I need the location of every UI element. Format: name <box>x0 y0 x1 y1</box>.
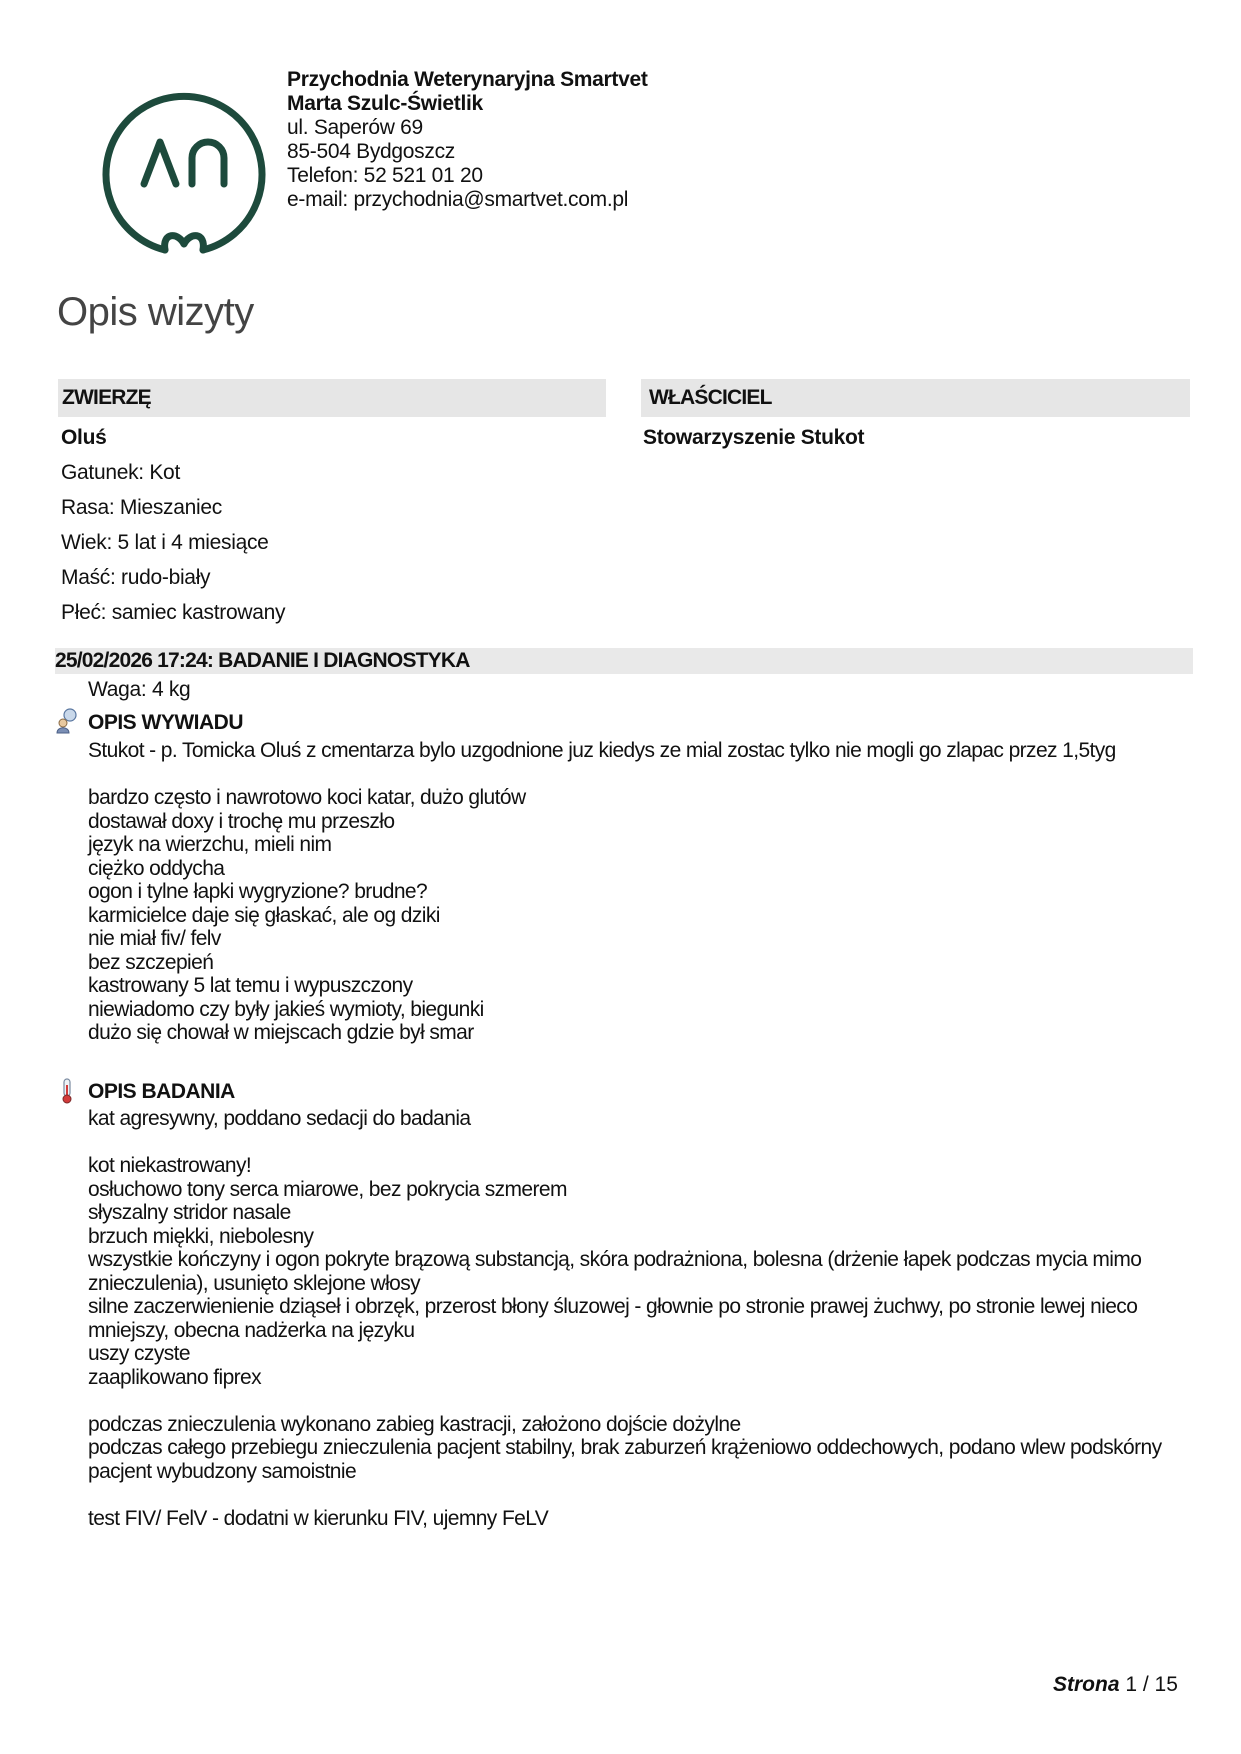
text-line: test FIV/ FelV - dodatni w kierunku FIV, ujemny FeLV <box>88 1506 549 1530</box>
text-line: wszystkie kończyny i ogon pokryte brązową substancją, skóra podrażniona, bolesna (drżenie łapek podczas mycia mimo znieczulenia), usunięto sklejone włosy <box>88 1248 1142 1295</box>
animal-sex: Płeć: samiec kastrowany <box>61 601 286 624</box>
text-line: pacjent wybudzony samoistnie <box>88 1459 357 1483</box>
animal-age: Wiek: 5 lat i 4 miesiące <box>61 531 269 554</box>
text-line: silne zaczerwienienie dziąseł i obrzęk, przerost błony śluzowej - głownie po stronie prawej żuchwy, po stronie lewej nieco mniejszy, obecna nadżerka na języku <box>88 1295 1138 1342</box>
animal-details <box>61 420 285 630</box>
text-line: kot niekastrowany! <box>88 1154 252 1177</box>
clinic-name: Przychodnia Weterynaryjna Smartvet <box>287 68 648 91</box>
interview-title: OPIS WYWIADU <box>88 711 243 734</box>
text-line: dużo się chował w miejscach gdzie był smar <box>88 1021 474 1044</box>
interview-icon <box>56 708 78 734</box>
text-line: zaaplikowano fiprex <box>88 1365 262 1389</box>
text-line: ciężko oddycha <box>88 856 225 880</box>
text-line: podczas całego przebiegu znieczulenia pacjent stabilny, brak zaburzeń krążeniowo oddechowych, podano wlew podskórny <box>88 1436 1162 1459</box>
thermometer-icon <box>56 1078 78 1104</box>
clinic-street: ul. Saperów 69 <box>287 116 423 139</box>
examination-text <box>88 1107 1188 1530</box>
clinic-email: e-mail: przychodnia@smartvet.com.pl <box>287 188 629 211</box>
page-total: / 15 <box>1142 1673 1178 1696</box>
text-line: ogon i tylne łapki wygryzione? brudne? <box>88 880 428 903</box>
text-line: bez szczepień <box>88 950 214 974</box>
page-label: Strona <box>1053 1673 1120 1696</box>
text-line: osłuchowo tony serca miarowe, bez pokrycia szmerem <box>88 1177 567 1201</box>
blank-line <box>88 1389 1188 1413</box>
blank-line <box>88 763 1188 787</box>
text-line: język na wierzchu, mieli nim <box>88 833 332 856</box>
text-line: kat agresywny, poddano sedacji do badania <box>88 1107 471 1130</box>
visit-header: 25/02/2026 17:24: BADANIE I DIAGNOSTYKA <box>55 648 1193 674</box>
text-line: podczas znieczulenia wykonano zabieg kastracji, założono dojście dożylne <box>88 1412 741 1436</box>
owner-name: Stowarzyszenie Stukot <box>643 426 865 449</box>
text-line: Stukot - p. Tomicka Oluś z cmentarza bylo uzgodnione juz kiedys ze mial zostac tylko nie mogli go zlapac przez 1,5tyg <box>88 739 1116 762</box>
text-line: dostawał doxy i trochę mu przeszło <box>88 809 395 833</box>
page-title: Opis wizyty <box>57 290 254 334</box>
text-line: uszy czyste <box>88 1342 190 1365</box>
animal-header: ZWIERZĘ <box>58 379 606 417</box>
text-line: nie miał fiv/ felv <box>88 927 221 950</box>
clinic-info <box>287 68 648 212</box>
blank-line <box>88 1483 1188 1507</box>
owner-header: WŁAŚCICIEL <box>641 379 1190 417</box>
animal-species: Gatunek: Kot <box>61 461 180 484</box>
blank-line <box>88 1131 1188 1155</box>
interview-text <box>88 739 1188 1045</box>
clinic-logo <box>100 92 268 260</box>
visit-weight: Waga: 4 kg <box>88 678 191 701</box>
text-line: bardzo często i nawrotowo koci katar, dużo glutów <box>88 786 526 809</box>
clinic-owner: Marta Szulc-Świetlik <box>287 92 483 115</box>
text-line: słyszalny stridor nasale <box>88 1201 291 1224</box>
page-number: 1 <box>1125 1673 1138 1696</box>
text-line: brzuch miękki, niebolesny <box>88 1224 314 1248</box>
text-line: niewiadomo czy były jakieś wymioty, biegunki <box>88 997 484 1021</box>
animal-color: Maść: rudo-biały <box>61 566 211 589</box>
page-footer <box>1053 1673 1178 1697</box>
clinic-city: 85-504 Bydgoszcz <box>287 140 455 163</box>
animal-breed: Rasa: Mieszaniec <box>61 496 222 519</box>
clinic-phone: Telefon: 52 521 01 20 <box>287 164 483 187</box>
text-line: kastrowany 5 lat temu i wypuszczony <box>88 974 413 997</box>
examination-title: OPIS BADANIA <box>88 1080 235 1103</box>
animal-name: Oluś <box>61 426 107 449</box>
text-line: karmicielce daje się głaskać, ale og dziki <box>88 903 440 927</box>
